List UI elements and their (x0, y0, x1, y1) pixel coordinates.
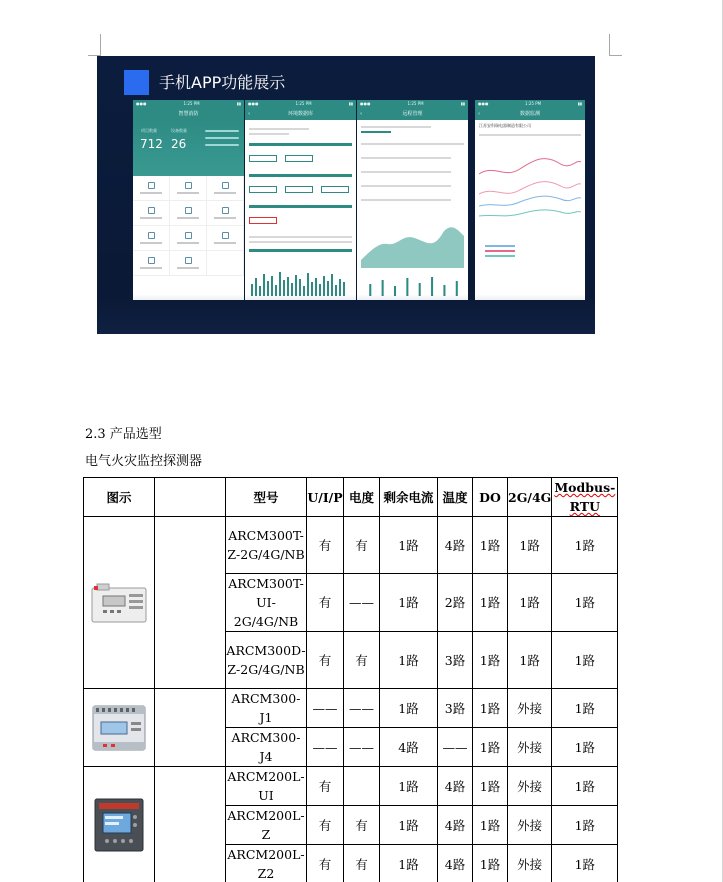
status-bar: ●●● 1:25 PM ▮▮ (133, 100, 244, 108)
header-power: 电度 (344, 478, 380, 517)
table-header-row (84, 478, 618, 517)
table-row: ARCM300-J1 —— —— 1路 3路 1路 外接 1路 (84, 689, 618, 728)
product-selection-table (83, 477, 618, 882)
table-row: ARCM200L-UI 有 1路 4路 1路 外接 1路 (84, 767, 618, 806)
bar-chart (249, 266, 349, 296)
phone-screen-dashboard (133, 100, 244, 300)
area-chart (361, 220, 464, 268)
din-rail-device-icon (87, 700, 151, 756)
header-blank (155, 478, 226, 517)
header-modbus: Modbus-RTU (552, 478, 618, 517)
banner-title: 手机APP功能展示 (159, 73, 286, 92)
phone-screen-data-monitor: ●●● 1:25 PM ▮▮ ‹ 数据监测 江苏安科瑞电器制造有限公司 (475, 100, 585, 300)
detector-device-icon (89, 578, 149, 628)
device-count: 26 (171, 137, 187, 151)
project-count: 712 (140, 137, 163, 151)
margin-corner-top-left (88, 34, 101, 56)
multi-line-chart (479, 144, 581, 234)
product-image-arcm300j (84, 689, 155, 767)
app-showcase-banner (97, 56, 595, 334)
dashboard-hero: 项目数量 设备数量 712 26 (133, 120, 244, 176)
header-image: 图示 (84, 478, 155, 517)
table-row: ARCM300D-Z-2G/4G/NB 有 有 1路 3路 1路 1路 1路 (84, 632, 618, 689)
mini-bar-chart (361, 274, 464, 296)
function-grid (133, 176, 244, 276)
table-row: ARCM200L-Z 有 有 1路 4路 1路 外接 1路 (84, 806, 618, 845)
table-row: ARCM200L-Z2 有 有 1路 4路 1路 外接 1路 (84, 845, 618, 882)
banner-accent-square (124, 70, 149, 95)
legend-lines (205, 130, 239, 151)
header-residual: 剩余电流 (380, 478, 438, 517)
product-image-arcm200l (84, 767, 155, 882)
section-heading: 2.3 产品选型 (85, 427, 162, 442)
sub-heading: 电气火灾监控探测器 (85, 454, 203, 469)
company-name: 江苏安科瑞电器制造有限公司 (479, 123, 531, 128)
header-temperature: 温度 (438, 478, 473, 517)
table-row: ARCM300T-Z-2G/4G/NB 有 有 1路 4路 1路 1路 1路 (84, 517, 618, 574)
phone-screen-remote-management: ●●● 1:25 PM ▮▮ ‹ 远程管理 (357, 100, 468, 300)
panel-meter-icon (89, 795, 149, 855)
product-image-arcm300t (84, 517, 155, 689)
table-row: ARCM300-J4 —— —— 4路 —— 1路 外接 1路 (84, 728, 618, 767)
header-network: 2G/4G (508, 478, 552, 517)
margin-corner-top-right (609, 34, 622, 56)
phone-screen-device-detail: ●●● 1:25 PM ▮▮ ‹ 环境数据库 (245, 100, 356, 300)
nav-bar: 智慧消防 (133, 108, 244, 120)
header-uip: U/I/P (307, 478, 344, 517)
header-do: DO (473, 478, 508, 517)
header-model: 型号 (226, 478, 307, 517)
table-row: ARCM300T-UI-2G/4G/NB 有 —— 1路 2路 1路 1路 1路 (84, 574, 618, 632)
